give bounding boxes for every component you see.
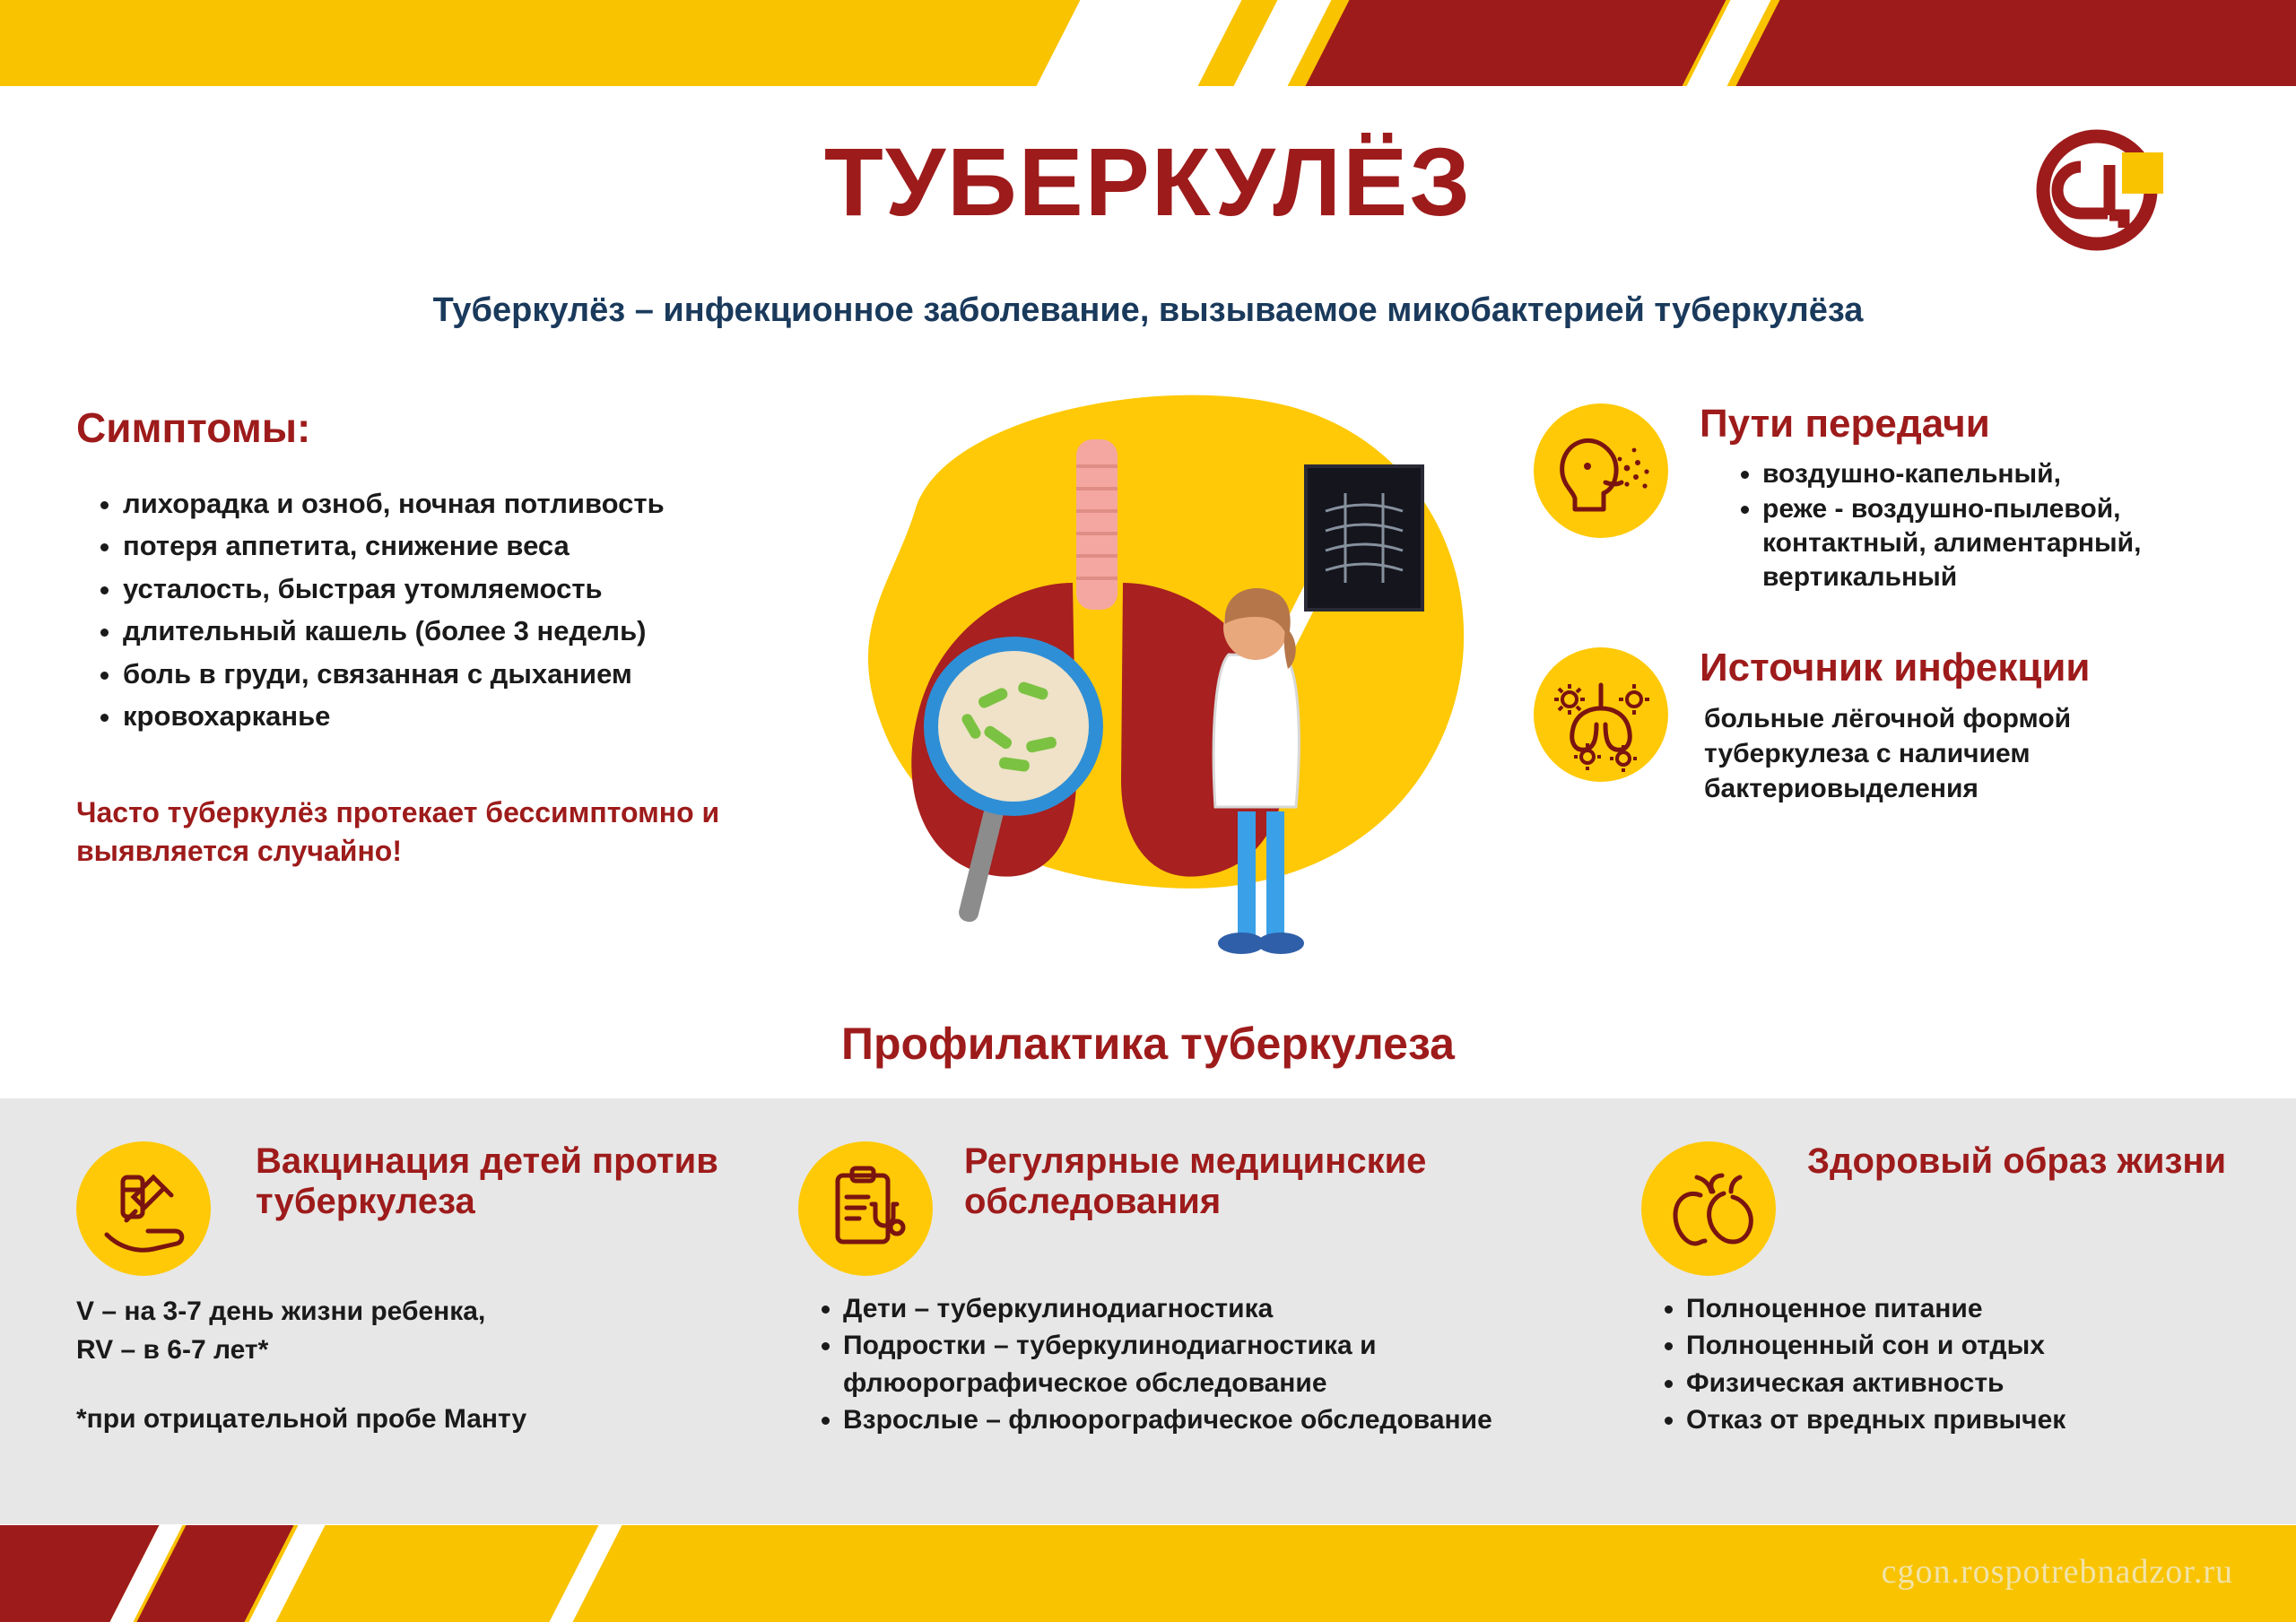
lungs-illustration (807, 359, 1507, 986)
symptoms-heading: Симптомы: (76, 404, 311, 451)
column-heading: Вакцинация детей против туберкулеза (256, 1141, 718, 1221)
list-item: • Взрослые – флюорографическое обследование (843, 1401, 1552, 1438)
column-head-row (798, 1141, 1552, 1276)
lifestyle-list (1641, 1290, 2269, 1439)
list-item: • Подростки – туберкулинодиагностика и флюорографическое обследование (843, 1327, 1552, 1401)
vaccination-footnote: *при отрицательной пробе Манту (76, 1404, 527, 1434)
list-item: • Полноценное питание (1686, 1290, 2269, 1327)
top-yellow-thin (0, 0, 1112, 86)
list-item: • боль в груди, связанная с дыханием (123, 653, 794, 695)
list-item: • воздушно-капельный, (1762, 457, 2233, 491)
symptoms-section (76, 403, 794, 871)
right-column (1534, 403, 2233, 858)
column-head-row (1641, 1141, 2269, 1276)
list-item: • лихорадка и озноб, ночная потливость (123, 482, 794, 525)
source-heading: Источник инфекции (1700, 645, 2091, 690)
vaccination-line-1: V – на 3-7 день жизни ребенка, (76, 1297, 486, 1326)
list-item: • Полноценный сон и отдых (1686, 1327, 2269, 1364)
list-item: • Отказ от вредных привычек (1686, 1401, 2269, 1438)
clipboard-stethoscope-icon (798, 1141, 933, 1276)
list-item: • кровохарканье (123, 695, 794, 737)
list-item: • реже - воздушно-пылевой, контактный, алиментарный, вертикальный (1762, 492, 2233, 595)
column-heading: Регулярные медицинские обследования (964, 1141, 1427, 1221)
column-heading: Здоровый образ жизни (1807, 1141, 2227, 1181)
vaccine-hand-icon (76, 1141, 211, 1276)
symptoms-note: Часто туберкулёз протекает бессимптомно и выявляется случайно! (76, 795, 720, 867)
site-watermark: cgon.rospotrebnadzor.ru (1881, 1553, 2233, 1591)
bottom-white-slash-3 (549, 1525, 622, 1622)
source-block (1534, 647, 2233, 806)
prevention-panel (0, 1098, 2296, 1524)
transmission-block (1534, 403, 2233, 595)
prevention-column-checkups (798, 1141, 1552, 1439)
top-red-slash-2 (1736, 0, 2296, 86)
coughing-person-icon (1534, 403, 1668, 538)
page-subtitle: Туберкулёз – инфекционное заболевание, вызываемое микобактерией туберкулёза (432, 291, 1864, 329)
prevention-column-vaccination (76, 1141, 758, 1435)
checkups-list (798, 1290, 1552, 1439)
prevention-heading: Профилактика туберкулеза (841, 1019, 1455, 1069)
cgon-logo (2027, 126, 2179, 260)
top-decorative-bar (0, 0, 2296, 86)
page-title: ТУБЕРКУЛЁЗ (823, 127, 1473, 236)
prevention-column-lifestyle (1641, 1141, 2269, 1439)
apple-pear-icon (1641, 1141, 1776, 1276)
transmission-heading: Пути передачи (1700, 402, 1990, 446)
symptoms-list (76, 482, 794, 738)
transmission-list (1735, 457, 2233, 595)
list-item: • длительный кашель (более 3 недель) (123, 610, 794, 652)
list-item: • Дети – туберкулинодиагностика (843, 1290, 1552, 1327)
top-red-slash-1 (1306, 0, 1726, 86)
source-text: больные лёгочной формой туберкулеза с наличием бактериовыделения (1704, 703, 2072, 803)
list-item: • потеря аппетита, снижение веса (123, 525, 794, 567)
vaccination-line-2: RV – в 6-7 лет* (76, 1334, 269, 1365)
bottom-decorative-bar (0, 1525, 2296, 1622)
list-item: • Физическая активность (1686, 1365, 2269, 1401)
infected-lungs-icon (1534, 647, 1668, 782)
column-head-row (76, 1141, 758, 1276)
list-item: • усталость, быстрая утомляемость (123, 568, 794, 610)
